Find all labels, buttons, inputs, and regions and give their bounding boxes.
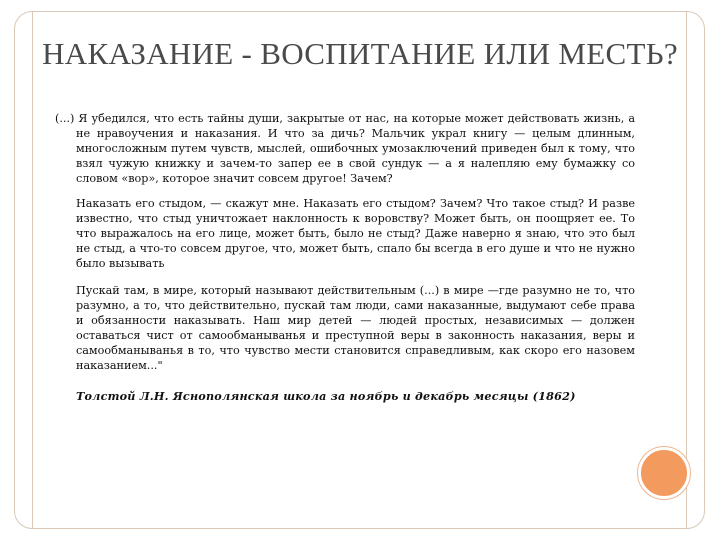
quote-paragraph-1: (...) Я убедился, что есть тайны души, закрытые от нас, на которые может действовать жизнь, а не нравоучения и наказания. И что за дичь? Мальчик украл книгу — целым длинным, многосложным путем чувств, мыслей, ошибочных умозаключений приведен был к тому, что взял чужую книжку и зачем-то запер ее в свой сундук — а я налепляю ему бумажку со словом «вор», которое значит совсем другое! Зачем? [55,112,635,185]
quote-paragraph-2: Наказать его стыдом, — скажут мне. Наказать его стыдом? Зачем? Что такое стыд? И разве известно, что стыд уничтожает наклонность к воровству? Может быть, он поощряет ее. То что выражалось на его лице, может быть, было не стыд? Даже наверно я знаю, что это был не стыд, а что-то совсем другое, что, может быть, спало бы всегда в его душе и что не нужно было вызывать [76,197,635,270]
slide-title: НАКАЗАНИЕ - ВОСПИТАНИЕ ИЛИ МЕСТЬ? [42,36,678,71]
left-decorative-line [32,11,33,529]
quote-paragraph-3: Пускай там, в мире, который называют действительным (...) в мире —где разумно не то, что разумно, а то, что действительно, пускай там люди, сами наказанные, выдумают себе права и обязанности наказывать. Наш мир детей — людей простых, независимых — должен оставаться чист от самообманыванья и преступной веры в законность наказания, веры и самообманыванья в то, что чувство мести становится справедливым, как скоро его назовем наказанием..." [76,284,635,372]
slide-body [55,111,635,404]
source-citation: Толстой Л.Н. Яснополянская школа за ноябрь и декабрь месяцы (1862) [76,389,576,403]
decorative-orange-circle [638,447,690,499]
right-decorative-line [686,11,687,529]
